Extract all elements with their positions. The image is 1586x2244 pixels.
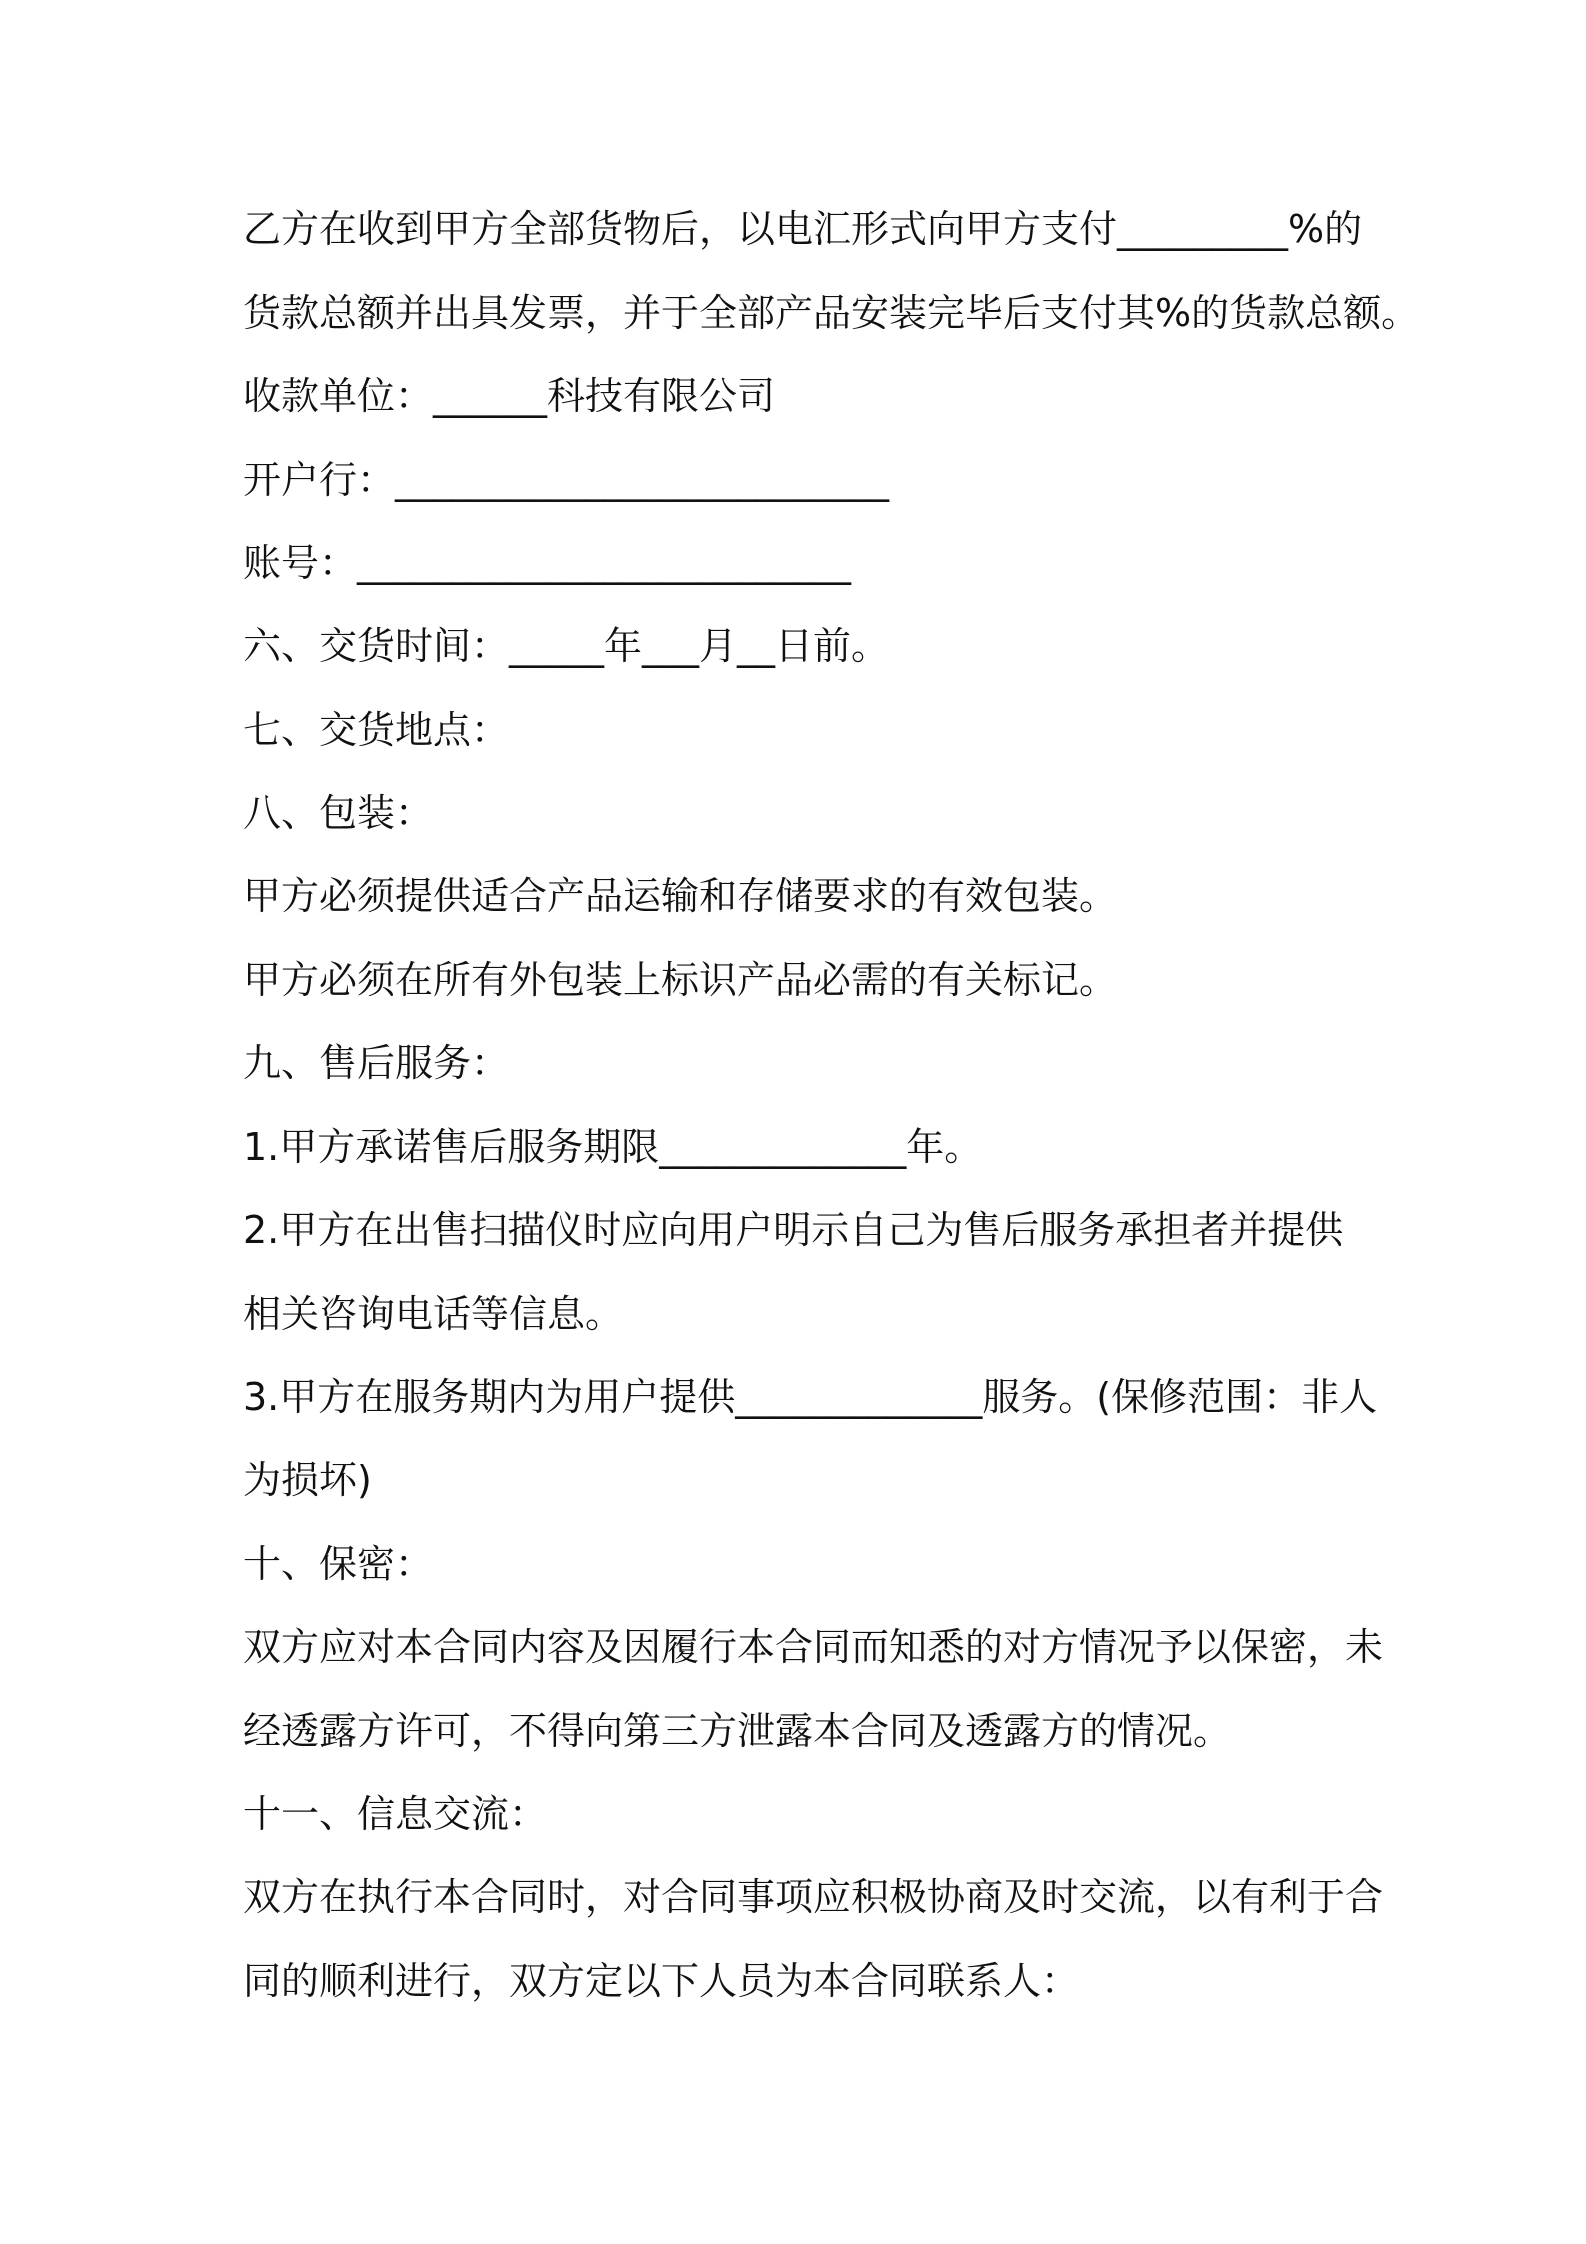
section-8-packaging: 八、包装：	[243, 791, 434, 835]
account-line: 账号：__________________________	[243, 541, 852, 585]
confidentiality-clause-line-1: 双方应对本合同内容及因履行本合同而知悉的对方情况予以保密，未	[243, 1625, 1384, 1669]
communication-clause-line-1: 双方在执行本合同时，对合同事项应积极协商及时交流，以有利于合	[243, 1875, 1384, 1919]
payee-line: 收款单位：______科技有限公司	[243, 374, 776, 418]
after-sales-clause-3-line-1: 3.甲方在服务期内为用户提供_____________服务。(保修范围：非人	[243, 1375, 1378, 1419]
bank-line: 开户行：__________________________	[243, 458, 890, 502]
section-6-delivery-time: 六、交货时间：_____年___月__日前。	[243, 624, 890, 668]
communication-clause-line-2: 同的顺利进行，双方定以下人员为本合同联系人：	[243, 1959, 1080, 2003]
section-9-after-sales: 九、售后服务：	[243, 1041, 510, 1085]
confidentiality-clause-line-2: 经透露方许可，不得向第三方泄露本合同及透露方的情况。	[243, 1709, 1232, 1753]
packaging-clause-1: 甲方必须提供适合产品运输和存储要求的有效包装。	[243, 874, 1118, 918]
section-11-communication: 十一、信息交流：	[243, 1792, 548, 1836]
section-10-confidentiality: 十、保密：	[243, 1542, 434, 1586]
payment-terms-line-2: 货款总额并出具发票，并于全部产品安装完毕后支付其%的货款总额。	[243, 291, 1420, 335]
packaging-clause-2: 甲方必须在所有外包装上标识产品必需的有关标记。	[243, 958, 1118, 1002]
payment-terms-line-1: 乙方在收到甲方全部货物后，以电汇形式向甲方支付_________%的	[243, 207, 1363, 251]
section-7-delivery-place: 七、交货地点：	[243, 708, 510, 752]
after-sales-clause-3-line-2: 为损坏)	[243, 1458, 372, 1502]
after-sales-clause-2-line-2: 相关咨询电话等信息。	[243, 1292, 624, 1336]
after-sales-clause-1: 1.甲方承诺售后服务期限_____________年。	[243, 1125, 983, 1169]
after-sales-clause-2-line-1: 2.甲方在出售扫描仪时应向用户明示自己为售后服务承担者并提供	[243, 1208, 1344, 1252]
